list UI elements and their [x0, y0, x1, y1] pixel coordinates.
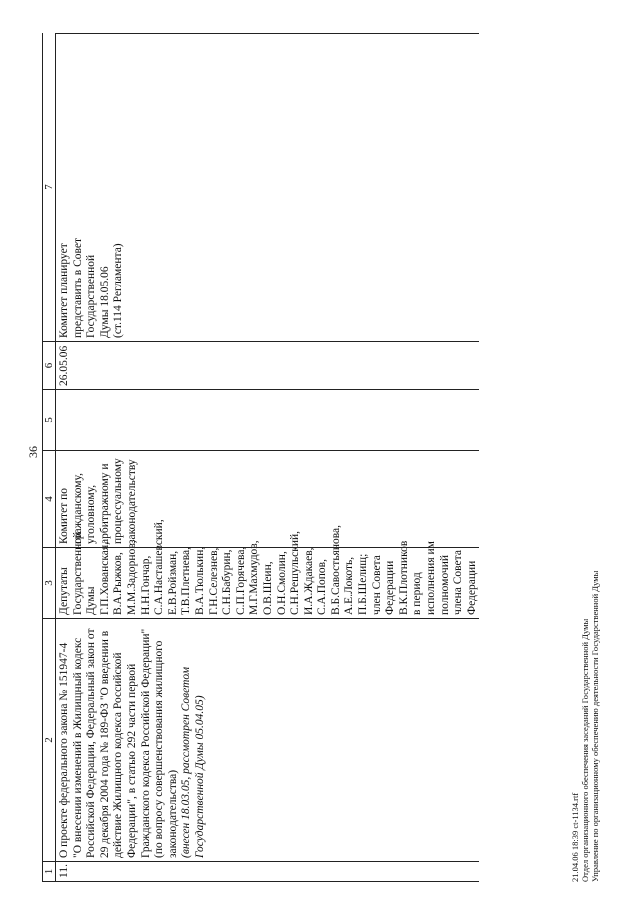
review-date: 26.05.06: [56, 342, 479, 390]
text-line: (по вопросу совершенствования жилищного: [153, 640, 166, 858]
bill-title: [58, 619, 180, 858]
text-line: Государственной: [71, 531, 84, 615]
text-line: И.А.Ждакаев,: [302, 547, 315, 615]
text-line: П.Б.Шелищ;: [357, 553, 370, 615]
column-header-4: 4: [42, 451, 56, 548]
bill-note: [180, 619, 207, 858]
text-line: Комитет по: [58, 488, 70, 544]
text-line: С.П.Горячева,: [234, 546, 247, 615]
text-line: Е.В.Ройзман,: [166, 550, 179, 615]
text-line: Федерации: [384, 560, 397, 615]
text-line: С.А.Попов,: [316, 559, 329, 615]
text-line: Г.Н.Селезнев,: [207, 547, 220, 615]
bill-description: [56, 619, 479, 862]
text-line: В.К.Плотников: [397, 540, 410, 615]
column-header-3: 3: [42, 548, 56, 619]
text-line: Федерации: [465, 560, 478, 615]
column-header-2: 2: [42, 619, 56, 862]
text-line: Гражданского кодекса Российской Федерации": [139, 628, 152, 858]
text-line: Федерации", в статью 292 части первой: [125, 663, 138, 858]
text-line: М.Г.Махмудов,: [248, 540, 261, 615]
text-line: действие Жилищного кодекса Российской: [112, 652, 125, 858]
text-line: В.Б.Савостьянова,: [329, 524, 342, 615]
text-line: законодательству: [125, 459, 138, 544]
text-line: Г.П.Хованская,: [98, 541, 111, 615]
page-number: 36: [26, 446, 40, 458]
text-line: С.Н.Решульский,: [289, 530, 302, 615]
text-line: Комитет планирует: [58, 243, 70, 338]
text-line: Т.В.Плетнева,: [180, 547, 193, 615]
text-line: О.Н.Смолин,: [275, 551, 288, 615]
column-header-7: 7: [42, 33, 56, 342]
text-line: О.В.Шеин,: [261, 561, 274, 615]
text-line: процессуальному: [112, 458, 125, 544]
text-line: (ст.114 Регламента): [112, 243, 125, 338]
text-line: полномочий: [438, 555, 451, 615]
text-line: 21.04.06 18:39 ct-1134.rtf: [570, 792, 580, 882]
text-line: Отдел организационного обеспечения заседаний Государственной Думы: [580, 618, 590, 882]
text-line: Думы: [85, 586, 98, 615]
text-line: Государственной: [85, 254, 98, 338]
text-line: Депутаты: [58, 567, 70, 615]
text-line: Российской Федерации, Федеральный закон от: [85, 628, 98, 858]
text-line: член Совета: [370, 555, 383, 615]
text-line: Управление по организационному обеспечению деятельности Государственной Думы: [590, 570, 600, 882]
committee-plan: [56, 33, 479, 342]
column-5-cell: [56, 390, 479, 451]
text-line: уголовному,: [85, 484, 98, 544]
text-line: исполнения им: [425, 541, 438, 615]
text-line: В.А.Тюлькин,: [193, 546, 206, 615]
column-header-1: 1: [42, 862, 56, 882]
text-line: "О внесении изменений в Жилищный кодекс: [71, 637, 84, 858]
column-header-5: 5: [42, 390, 56, 451]
text-line: С.Н.Бабурин,: [221, 549, 234, 615]
text-line: в период: [411, 572, 424, 615]
bill-authors: [56, 519, 479, 619]
text-line: М.М.Задорнов,: [125, 540, 138, 615]
text-line: арбитражному и: [98, 463, 111, 544]
text-line: В.А.Рыжков,: [112, 552, 125, 615]
text-line: члена Совета: [452, 550, 465, 615]
column-header-6: 6: [42, 342, 56, 390]
text-line: А.Е.Локоть,: [343, 556, 356, 615]
text-line: (внесен 18.03.05, рассмотрен Советом: [180, 666, 193, 858]
text-line: Н.Н.Гончар,: [139, 555, 152, 615]
document-footer: [570, 571, 600, 882]
text-line: законодательства): [166, 769, 179, 858]
row-number: 11.: [56, 862, 479, 882]
text-line: 29 декабря 2004 года № 189-ФЗ "О введении в: [98, 630, 111, 858]
responsible-committee: [56, 451, 479, 548]
text-line: Государственной Думы 05.04.05): [193, 695, 206, 858]
text-line: представить в Совет: [71, 237, 84, 338]
text-line: О проекте федерального закона № 151947-4: [58, 642, 70, 858]
text-line: гражданскому,: [71, 472, 84, 544]
bills-table: [42, 7, 479, 882]
text-line: С.А.Насташевский,: [153, 519, 166, 615]
text-line: Думы 18.05.06: [98, 266, 111, 338]
